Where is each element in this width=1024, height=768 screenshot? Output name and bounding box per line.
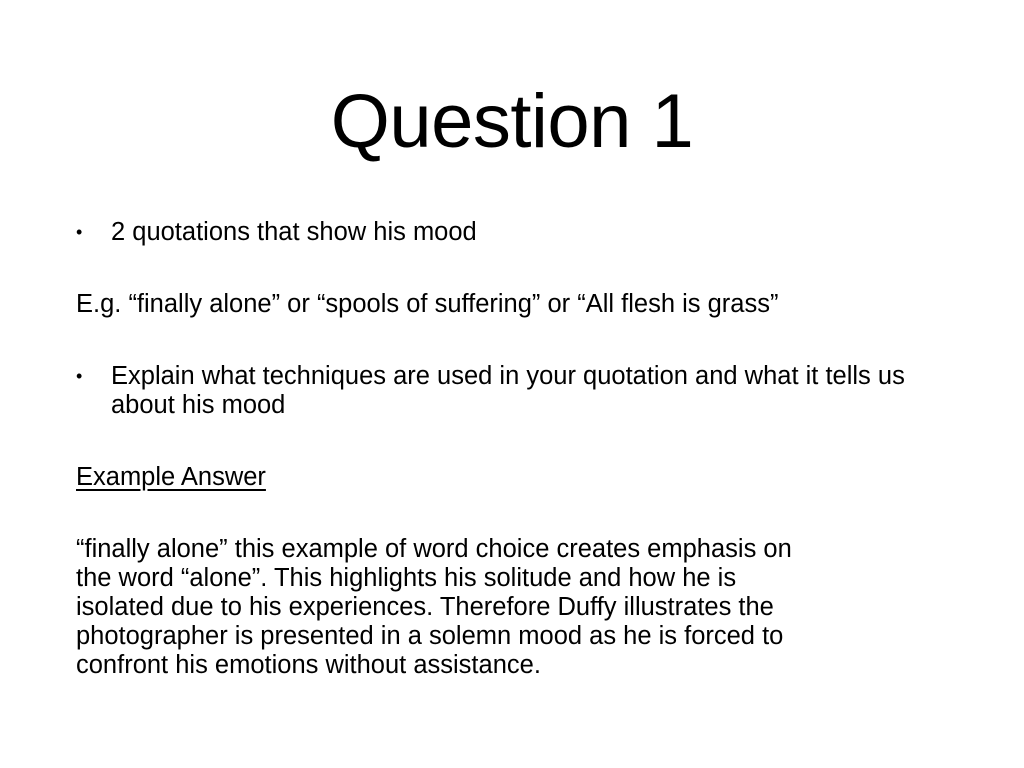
bullet-icon: •	[76, 366, 83, 386]
answer-line: confront his emotions without assistance.	[76, 651, 541, 679]
answer-line: photographer is presented in a solemn mood as he is forced to	[76, 622, 784, 650]
bullet-item-quotations	[76, 218, 956, 247]
example-answer-heading: Example Answer	[76, 463, 266, 491]
bullet-text: 2 quotations that show his mood	[111, 218, 477, 246]
slide-title: Question 1	[330, 79, 694, 164]
bullet-text: Explain what techniques are used in your quotation and what it tells us about his mood	[111, 362, 905, 419]
answer-line: the word “alone”. This highlights his solitude and how he is	[76, 564, 737, 592]
answer-line: isolated due to his experiences. Therefore Duffy illustrates the	[76, 593, 774, 621]
example-answer-paragraph	[76, 535, 946, 680]
answer-line: “finally alone” this example of word choice creates emphasis on	[76, 535, 792, 563]
bullet-icon: •	[76, 222, 83, 242]
example-quotations: E.g. “finally alone” or “spools of suffering” or “All flesh is grass”	[76, 290, 779, 318]
bullet-item-explain	[76, 362, 956, 420]
